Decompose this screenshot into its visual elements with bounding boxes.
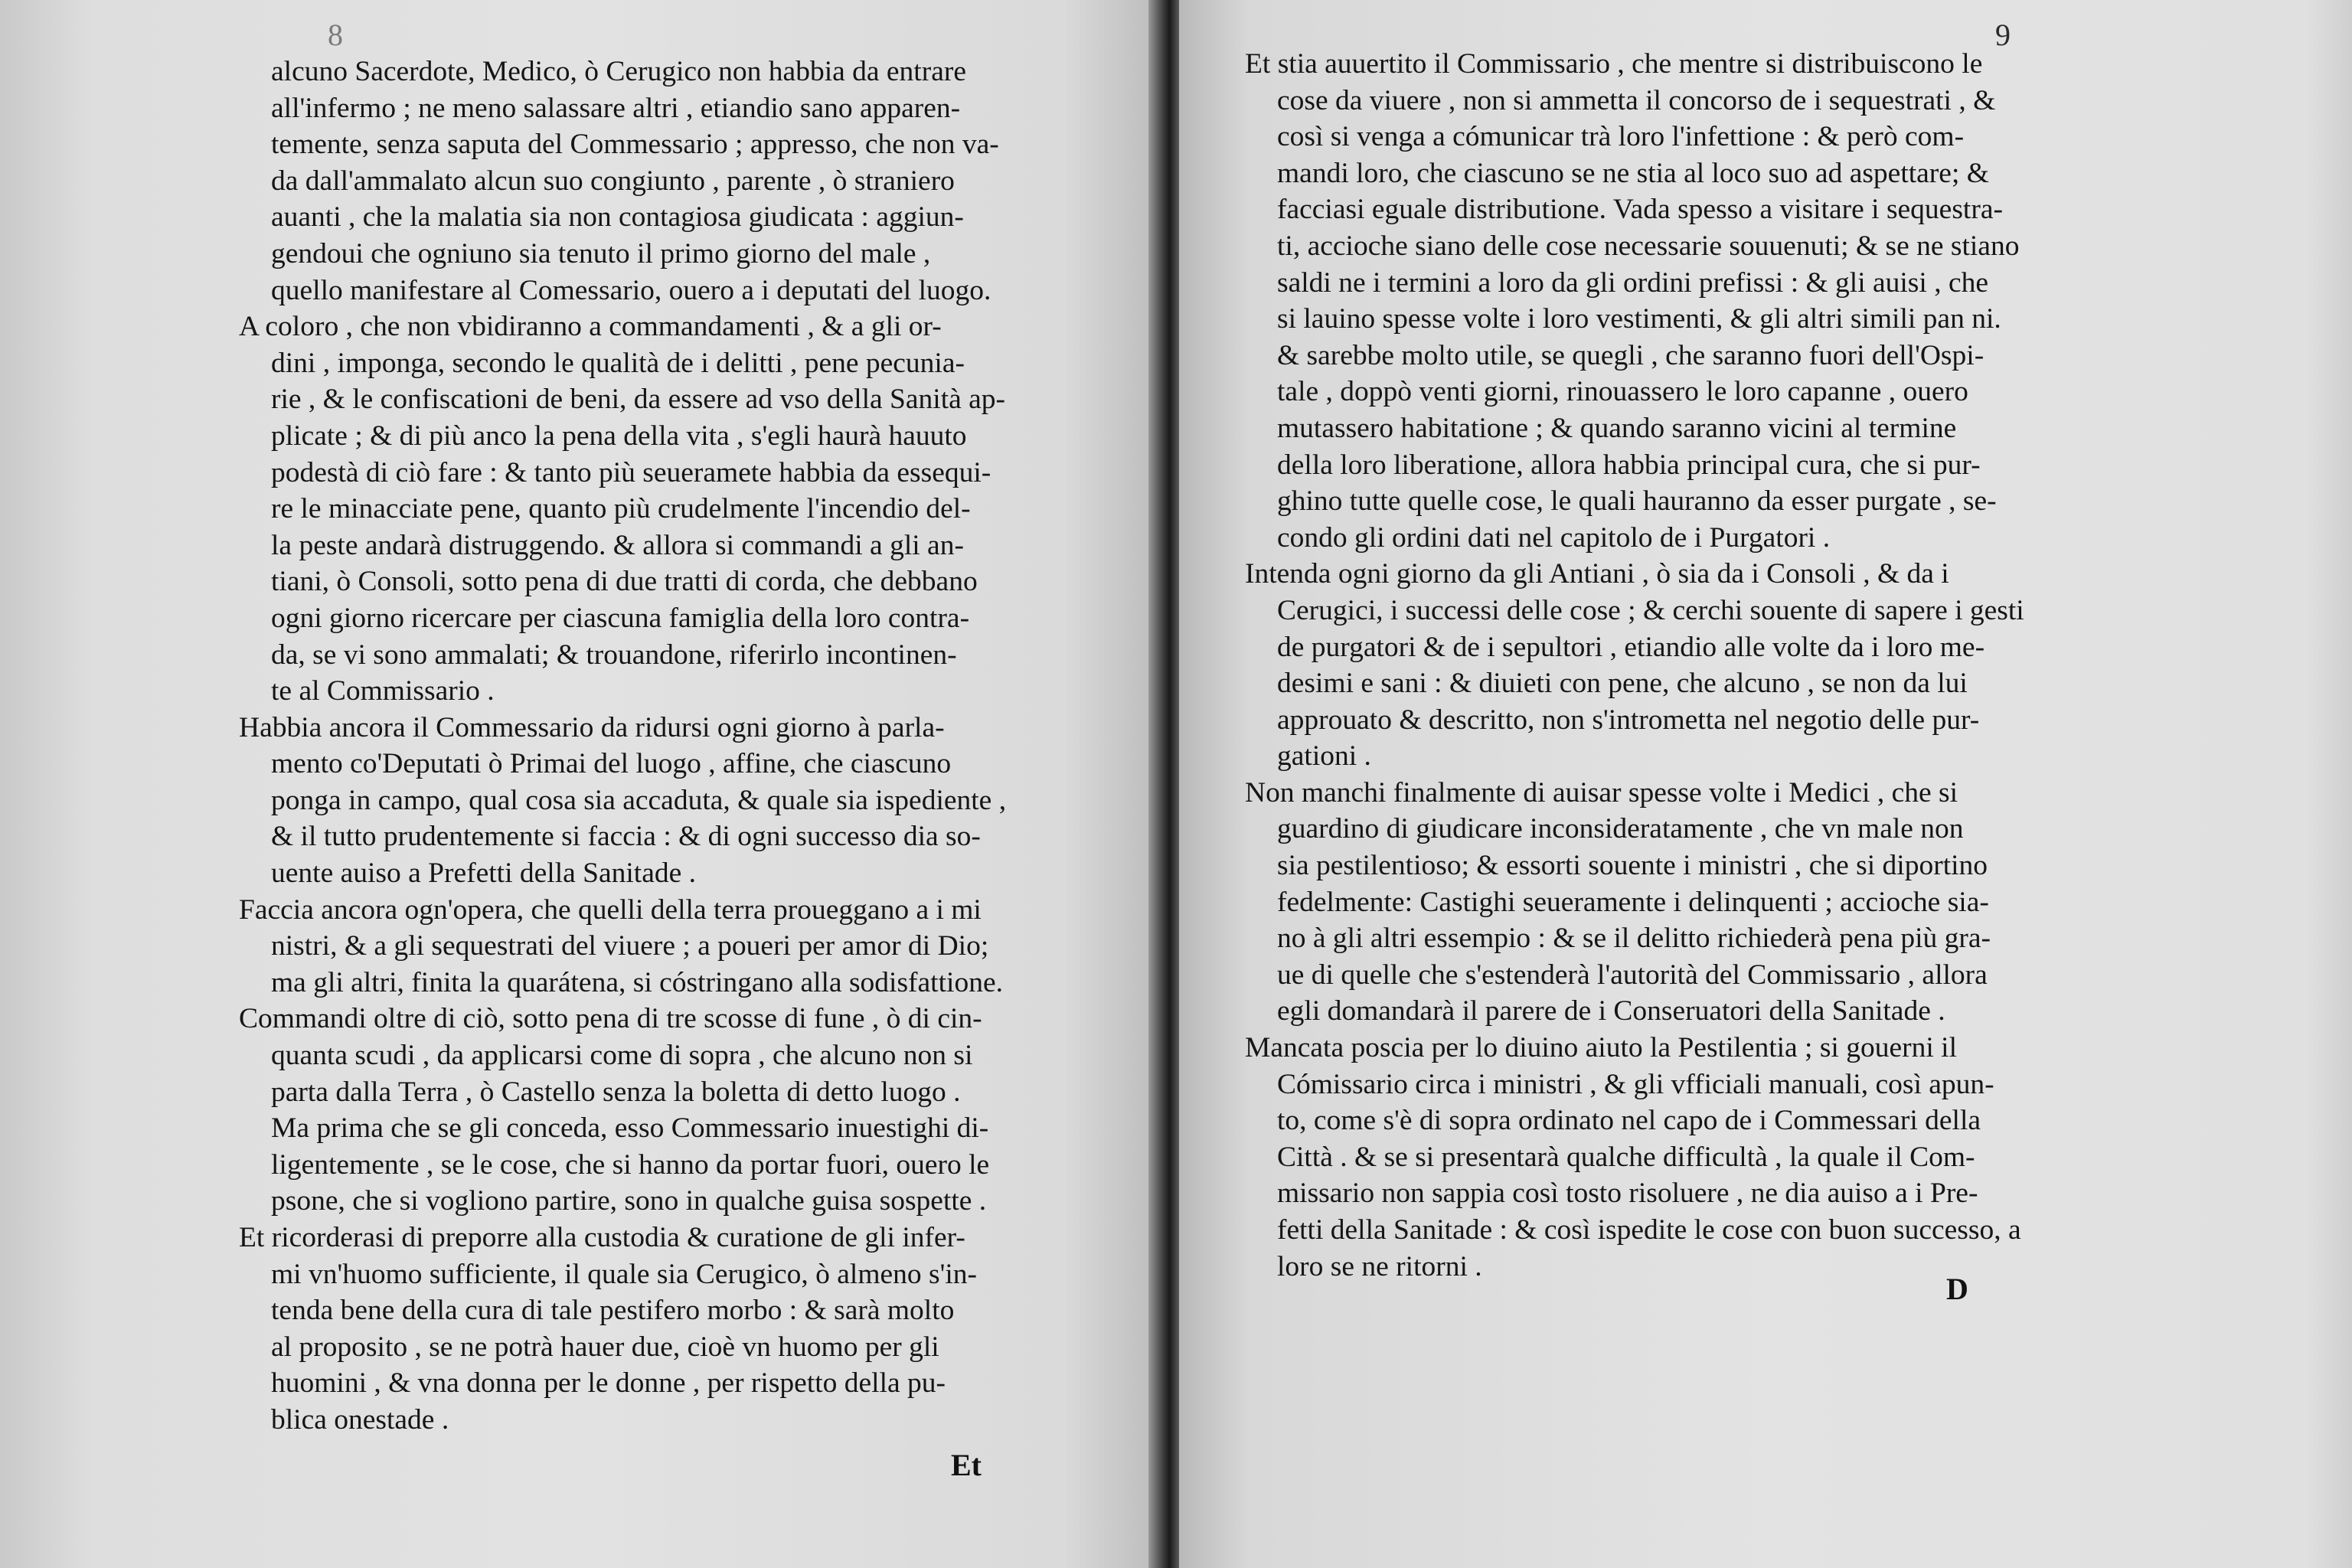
text-line: Ma prima che se gli conceda, esso Commessario inuestighi di- — [271, 1112, 989, 1145]
text-line: & sarebbe molto utile, se quegli , che saranno fuori dell'Ospi- — [1277, 339, 1984, 371]
text-line: te al Commissario . — [271, 675, 495, 707]
text-line: da dall'ammalato alcun suo congiunto , parente , ò straniero — [271, 165, 955, 197]
right-signature-mark: D — [1946, 1272, 1968, 1306]
right-page — [1179, 0, 2352, 1568]
text-line: & il tutto prudentemente si faccia : & di ogni successo dia so- — [271, 821, 981, 853]
text-line: mandi loro, che ciascuno se ne stia al loco suo ad aspettare; & — [1277, 157, 1989, 189]
text-line: to, come s'è di sopra ordinato nel capo de i Commessari della — [1277, 1105, 1981, 1137]
text-line: ghino tutte quelle cose, le quali hauranno da esser purgate , se- — [1277, 485, 1997, 518]
text-line: Città . & se si presentarà qualche difficultà , la quale il Com- — [1277, 1141, 1975, 1173]
text-line: così si venga a cómunicar trà loro l'infettione : & però com- — [1277, 121, 1965, 153]
text-line: dini , imponga, secondo le qualità de i delitti , pene pecunia- — [271, 347, 965, 379]
text-line: ma gli altri, finita la quarátena, si cóstringano alla sodisfattione. — [271, 966, 1003, 998]
text-line: si lauino spesse volte i loro vestimenti, & gli altri simili pan ni. — [1277, 303, 2001, 335]
text-line: uente auiso a Prefetti della Sanitade . — [271, 858, 697, 890]
text-line: della loro liberatione, allora habbia principal cura, che si pur- — [1277, 449, 1981, 481]
text-line: desimi e sani : & diuieti con pene, che alcuno , se non da lui — [1277, 668, 1968, 700]
text-line: gendoui che ogniuno sia tenuto il primo giorno del male , — [271, 237, 931, 270]
text-line: plicate ; & di più anco la pena della vita , s'egli haurà hauuto — [271, 420, 967, 452]
text-line: missario non sappia così tosto risoluere , ne dia auiso a i Pre- — [1277, 1178, 1978, 1210]
text-line: podestà di ciò fare : & tanto più seueramete habbia da essequi- — [271, 456, 991, 488]
text-line: approuato & descritto, non s'intrometta nel negotio delle pur- — [1277, 704, 1980, 736]
text-line: nistri, & a gli sequestrati del viuere ; a poueri per amor di Dio; — [271, 930, 989, 962]
text-line: Intenda ogni giorno da gli Antiani , ò sia da i Consoli , & da i — [1245, 558, 1949, 590]
left-page — [0, 0, 1156, 1568]
text-line: egli domandarà il parere de i Conseruatori della Sanitade . — [1277, 995, 1945, 1027]
text-line: Mancata poscia per lo diuino aiuto la Pestilentia ; si gouerni il — [1245, 1032, 1957, 1064]
text-line: tenda bene della cura di tale pestifero morbo : & sarà molto — [271, 1295, 955, 1327]
text-line: fedelmente: Castighi seueramente i delinquenti ; accioche sia- — [1277, 886, 1989, 918]
text-line: cose da viuere , non si ammetta il concorso de i sequestrati , & — [1277, 84, 1996, 116]
text-line: ogni giorno ricercare per ciascuna famiglia della loro contra- — [271, 602, 970, 634]
text-line: no à gli altri essempio : & se il delitto richiederà pena più gra- — [1277, 923, 1991, 955]
text-line: ue di quelle che s'estenderà l'autorità del Commissario , allora — [1277, 959, 1988, 991]
text-line: Et ricorderasi di preporre alla custodia & curatione de gli infer- — [239, 1222, 965, 1253]
text-line: A coloro , che non vbidiranno a commandamenti , & a gli or- — [239, 311, 942, 343]
text-line: condo gli ordini dati nel capitolo de i Purgatori . — [1277, 521, 1831, 554]
text-line: auanti , che la malatia sia non contagiosa giudicata : aggiun- — [271, 201, 964, 234]
text-line: Commandi oltre di ciò, sotto pena di tre scosse di fune , ò di cin- — [239, 1003, 982, 1035]
text-line: quello manifestare al Comessario, ouero a i deputati del luogo. — [271, 274, 991, 306]
text-line: gationi . — [1277, 740, 1371, 773]
text-line: Non manchi finalmente di auisar spesse volte i Medici , che si — [1245, 776, 1958, 808]
text-line: Cerugici, i successi delle cose ; & cerchi souente di sapere i gesti — [1277, 594, 2024, 626]
text-line: parta dalla Terra , ò Castello senza la boletta di detto luogo . — [271, 1076, 961, 1108]
text-line: Cómissario circa i ministri , & gli vfficiali manuali, così apun- — [1277, 1068, 1994, 1100]
text-line: mento co'Deputati ò Primai del luogo , affine, che ciascuno — [271, 748, 952, 780]
text-line: ligentemente , se le cose, che si hanno da portar fuori, ouero le — [271, 1148, 990, 1181]
text-line: alcuno Sacerdote, Medico, ò Cerugico non habbia da entrare — [271, 56, 966, 87]
text-line: rie , & le confiscationi de beni, da essere ad vso della Sanità ap- — [271, 384, 1006, 416]
text-line: tale , doppò venti giorni, rinouassero le loro capanne , ouero — [1277, 376, 1968, 408]
left-page-number: 8 — [328, 18, 343, 52]
text-line: quanta scudi , da applicarsi come di sopra , che alcuno non si — [271, 1040, 973, 1072]
text-line: blica onestade . — [271, 1403, 449, 1436]
text-line: la peste andarà distruggendo. & allora si commandi a gli an- — [271, 529, 964, 561]
text-line: de purgatori & de i sepultori , etiandio alle volte da i loro me- — [1277, 631, 1985, 663]
text-line: all'infermo ; ne meno salassare altri , etiandio sano apparen- — [271, 92, 961, 124]
text-line: ponga in campo, qual cosa sia accaduta, & quale sia ispediente , — [271, 784, 1007, 816]
right-page-number: 9 — [1995, 18, 2011, 52]
text-line: temente, senza saputa del Commessario ; appresso, che non va- — [271, 129, 999, 161]
text-line: Habbia ancora il Commessario da ridursi ogni giorno à parla- — [239, 711, 945, 743]
text-line: saldi ne i termini a loro da gli ordini prefissi : & gli auisi , che — [1277, 266, 1988, 299]
text-line: tiani, ò Consoli, sotto pena di due tratti di corda, che debbano — [271, 566, 978, 598]
text-line: mi vn'huomo sufficiente, il quale sia Cerugico, ò almeno s'in- — [271, 1258, 978, 1290]
text-line: fetti della Sanitade : & così ispedite le cose con buon successo, a — [1277, 1214, 2021, 1246]
text-line: da, se vi sono ammalati; & trouandone, riferirlo incontinen- — [271, 639, 957, 671]
left-page-text — [239, 54, 1073, 1439]
text-line: mutassero habitatione ; & quando saranno vicini al termine — [1277, 412, 1957, 444]
text-line: sia pestilentioso; & essorti souente i ministri , che si diportino — [1277, 850, 1988, 882]
text-line: ti, accioche siano delle cose necessarie souuenuti; & se ne stiano — [1277, 230, 2020, 262]
text-line: psone, che si vogliono partire, sono in qualche guisa sospette . — [271, 1185, 987, 1217]
text-line: facciasi eguale distributione. Vada spesso a visitare i sequestra- — [1277, 194, 2003, 226]
right-page-text — [1245, 46, 2148, 1285]
text-line: guardino di giudicare inconsideratamente , che vn male non — [1277, 813, 1964, 845]
left-catchword: Et — [951, 1448, 982, 1482]
text-line: huomini , & vna donna per le donne , per rispetto della pu- — [271, 1367, 946, 1400]
text-line: Et stia auuertito il Commissario , che mentre si distribuiscono le — [1245, 48, 1983, 80]
text-line: loro se ne ritorni . — [1277, 1250, 1482, 1282]
text-line: Faccia ancora ogn'opera, che quelli della terra proueggano a i mi — [239, 893, 982, 926]
text-line: al proposito , se ne potrà hauer due, cioè vn huomo per gli — [271, 1331, 939, 1363]
text-line: re le minacciate pene, quanto più crudelmente l'incendio del- — [271, 493, 971, 525]
